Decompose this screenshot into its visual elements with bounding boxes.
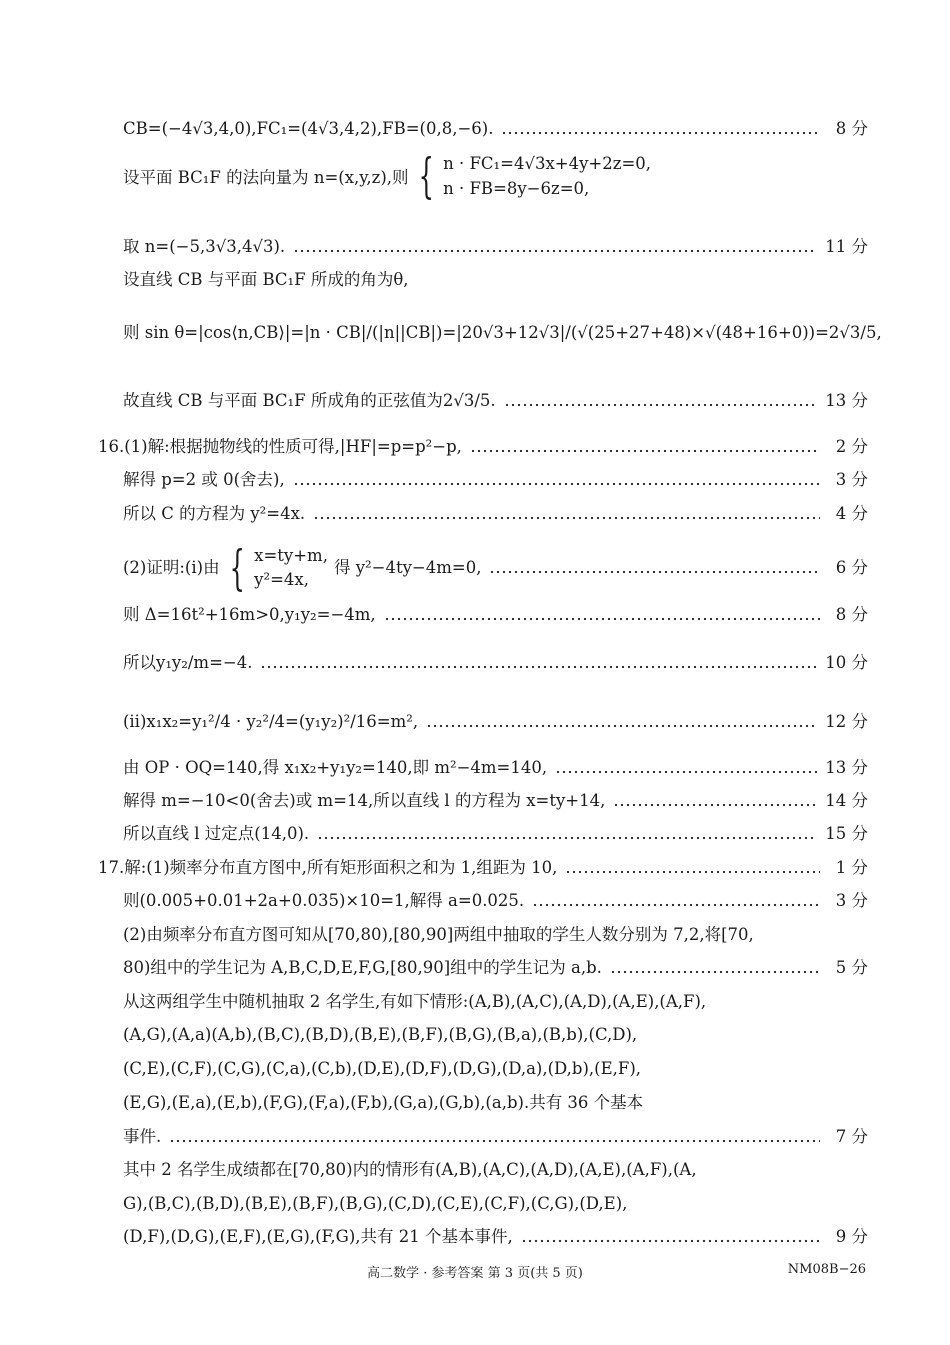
score-label: 11 分 [825, 237, 868, 256]
score-label: 5 分 [835, 958, 868, 977]
line-text: 则 sin θ=|cos⟨n,CB⟩|=|n · CB|/(|n||CB|)=|20√3+12√3|/(√(25+27+48)×√(48+16+0))=2√3/5, [123, 323, 882, 342]
line-text: (E,G),(E,a),(E,b),(F,G),(F,a),(F,b),(G,a),(G,b),(a,b).共有 36 个基本 [123, 1093, 644, 1112]
brace-symbol: { [229, 544, 245, 592]
leader-dots [293, 249, 817, 253]
q17-cases-3 [123, 1058, 868, 1080]
line-text: 取 n=(−5,3√3,4√3). [123, 237, 286, 256]
footer-page-info: 高二数学 · 参考答案 第 3 页(共 5 页) [367, 1266, 583, 1281]
line-text: (2)由频率分布直方图可知从[70,80),[80,90]两组中抽取的学生人数分别为 7,2,将[70, [123, 925, 754, 944]
equation-line: n · FC₁=4√3x+4y+2z=0, [443, 154, 652, 173]
leader-dots [169, 1139, 820, 1143]
score-label: 4 分 [835, 504, 868, 523]
score-label: 3 分 [835, 470, 868, 489]
brace-symbol: { [418, 148, 434, 204]
line-text: 解得 p=2 或 0(舍去), [123, 470, 285, 489]
q17-cases-1 [123, 991, 868, 1013]
leader-dots [293, 482, 820, 486]
leader-dots [521, 1239, 820, 1243]
q16-part2-system [123, 546, 868, 590]
line-text: (D,F),(D,G),(E,F),(E,G),(F,G),共有 21 个基本事件, [123, 1227, 513, 1246]
line-sine-result [123, 390, 868, 412]
leader-dots [470, 449, 820, 453]
line-text: 所以直线 l 过定点(14,0). [123, 824, 310, 843]
q16-discriminant [123, 604, 868, 626]
score-label: 14 分 [825, 791, 868, 810]
leader-dots [555, 770, 817, 774]
equation-system [254, 545, 328, 591]
line-text: 设直线 CB 与平面 BC₁F 所成的角为θ, [123, 270, 409, 289]
q16-ratio [123, 652, 868, 674]
equation-line: y²=4x, [254, 570, 309, 589]
leader-dots [613, 803, 817, 807]
line-text: (A,G),(A,a)(A,b),(B,C),(B,D),(B,E),(B,F),(B,G),(B,a),(B,b),(C,D), [123, 1025, 638, 1044]
leader-dots [260, 665, 817, 669]
score-label: 8 分 [835, 119, 868, 138]
score-label: 13 分 [825, 758, 868, 777]
leader-dots [313, 516, 820, 520]
line-text: 故直线 CB 与平面 BC₁F 所成角的正弦值为2√3/5. [123, 391, 496, 410]
line-text: 设平面 BC₁F 的法向量为 n=(x,y,z),则 [123, 168, 409, 187]
leader-dots [426, 724, 817, 728]
leader-dots [504, 403, 818, 407]
line-vectors [123, 118, 868, 140]
line-text: CB=(−4√3,4,0),FC₁=(4√3,4,2),FB=(0,8,−6). [123, 119, 494, 138]
line-text: (ⅱ)x₁x₂=y₁²/4 · y₂²/4=(y₁y₂)²/16=m², [123, 712, 419, 731]
line-text: 其中 2 名学生成绩都在[70,80)内的情形有(A,B),(A,C),(A,D),(A,E),(A,F),(A, [123, 1160, 697, 1179]
q17-cases-2 [123, 1024, 868, 1046]
line-text: 所以 C 的方程为 y²=4x. [123, 504, 306, 523]
q17-subcases-3 [123, 1226, 868, 1248]
q17-labels [123, 957, 868, 979]
q17-part1 [98, 857, 868, 879]
leader-dots [489, 570, 820, 574]
footer-code: NM08B−26 [787, 1262, 866, 1277]
q17-solve-a [123, 890, 868, 912]
q17-subcases-2 [123, 1193, 868, 1215]
q16-solve-m [123, 790, 868, 812]
score-label: 6 分 [835, 558, 868, 577]
score-label: 7 分 [835, 1127, 868, 1146]
q17-events [123, 1126, 868, 1148]
equation-line: x=ty+m, [254, 546, 328, 565]
line-text: 则(0.005+0.01+2a+0.035)×10=1,解得 a=0.025. [123, 891, 525, 910]
line-text: (C,E),(C,F),(C,G),(C,a),(C,b),(D,E),(D,F),(D,G),(D,a),(D,b),(E,F), [123, 1059, 642, 1078]
score-label: 8 分 [835, 605, 868, 624]
line-text: 则 Δ=16t²+16m>0,y₁y₂=−4m, [123, 605, 376, 624]
q17-subcases-1 [123, 1159, 868, 1181]
proof-label: (2)证明:(ⅰ)由 [123, 558, 220, 577]
line-text: 解得 m=−10<0(舍去)或 m=14,所以直线 l 的方程为 x=ty+14, [123, 791, 606, 810]
q16-product [123, 711, 868, 733]
leader-dots [610, 970, 820, 974]
equation-system [443, 154, 651, 198]
score-label: 12 分 [825, 712, 868, 731]
score-label: 13 分 [825, 391, 868, 410]
score-label: 3 分 [835, 891, 868, 910]
score-label: 2 分 [835, 437, 868, 456]
score-label: 15 分 [825, 824, 868, 843]
q16-solve-p [123, 469, 868, 491]
line-text: 17.解:(1)频率分布直方图中,所有矩形面积之和为 1,组距为 10, [98, 858, 558, 877]
score-label: 1 分 [835, 858, 868, 877]
q16-part1 [98, 436, 868, 458]
line-normal-vector [123, 236, 868, 258]
leader-dots [565, 870, 820, 874]
leader-dots [317, 836, 817, 840]
line-text: 从这两组学生中随机抽取 2 名学生,有如下情形:(A,B),(A,C),(A,D),(A,E),(A,F), [123, 992, 707, 1011]
line-text: 所以y₁y₂/m=−4. [123, 653, 253, 672]
q17-cases-4 [123, 1092, 868, 1114]
normal-vector-system [123, 148, 652, 204]
line-angle-def [123, 269, 868, 291]
leader-dots [532, 903, 820, 907]
line-text [123, 544, 481, 592]
line-text: 由 OP · OQ=140,得 x₁x₂+y₁y₂=140,即 m²−4m=140, [123, 758, 548, 777]
q16-equation-c [123, 503, 868, 525]
line-text: 16.(1)解:根据抛物线的性质可得,|HF|=p=p²−p, [98, 437, 462, 456]
q16-fixed-point [123, 823, 868, 845]
line-text: 80)组中的学生记为 A,B,C,D,E,F,G,[80,90]组中的学生记为 a,b. [123, 958, 602, 977]
line-sine-formula [123, 322, 882, 344]
line-text: 事件. [123, 1127, 162, 1146]
leader-dots [384, 617, 820, 621]
leader-dots [501, 131, 820, 135]
score-label: 9 分 [835, 1227, 868, 1246]
score-label: 10 分 [825, 653, 868, 672]
line-text: G),(B,C),(B,D),(B,E),(B,F),(B,G),(C,D),(C,E),(C,F),(C,G),(D,E), [123, 1194, 628, 1213]
equation-line: n · FB=8y−6z=0, [443, 179, 590, 198]
q16-dot-product [123, 757, 868, 779]
q17-part2-intro [123, 924, 868, 946]
equation-result: 得 y²−4ty−4m=0, [333, 558, 482, 577]
